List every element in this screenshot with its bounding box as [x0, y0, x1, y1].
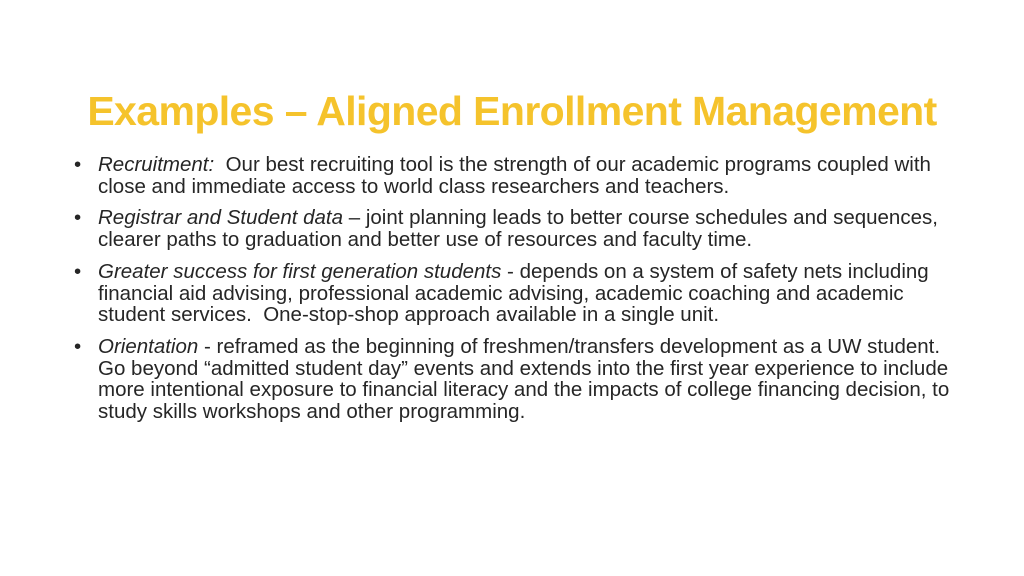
- bullet-point-icon: •: [74, 153, 82, 176]
- slide-title: Examples – Aligned Enrollment Management: [87, 88, 937, 135]
- bullet-text: - depends on a system of safety nets including financial aid advising, professional academic advising, academic coaching and academic student services. One-stop-shop approach available in a single unit.: [98, 259, 935, 327]
- bullet-item-orientation: [74, 336, 954, 423]
- bullet-lead: Greater success for first generation students: [98, 259, 502, 283]
- bullet-item-registrar: [74, 207, 954, 250]
- bullet-lead: Registrar and Student data: [98, 206, 344, 230]
- bullet-point-icon: •: [74, 334, 82, 358]
- bullet-text: - reframed as the beginning of freshmen/transfers development as a UW student. Go beyond “admitted student day” events and extends into the first year experience to include more intentional exposure to financial literacy and the impacts of college financing decision, to study skills workshops and other programming.: [98, 334, 955, 424]
- bullet-text: Our best recruiting tool is the strength of our academic programs coupled with close and immediate access to world class researchers and teachers.: [98, 153, 937, 198]
- bullet-point-icon: •: [74, 206, 82, 230]
- bullet-lead: Orientation: [98, 334, 199, 358]
- bullet-list: [74, 154, 954, 433]
- bullet-text: – joint planning leads to better course schedules and sequences, clearer paths to graduation and better use of resources and faculty time.: [98, 206, 944, 252]
- bullet-lead: Recruitment:: [98, 153, 215, 176]
- bullet-item-first-generation: [74, 261, 954, 326]
- bullet-item-recruitment: [74, 154, 954, 197]
- bullet-point-icon: •: [74, 259, 82, 283]
